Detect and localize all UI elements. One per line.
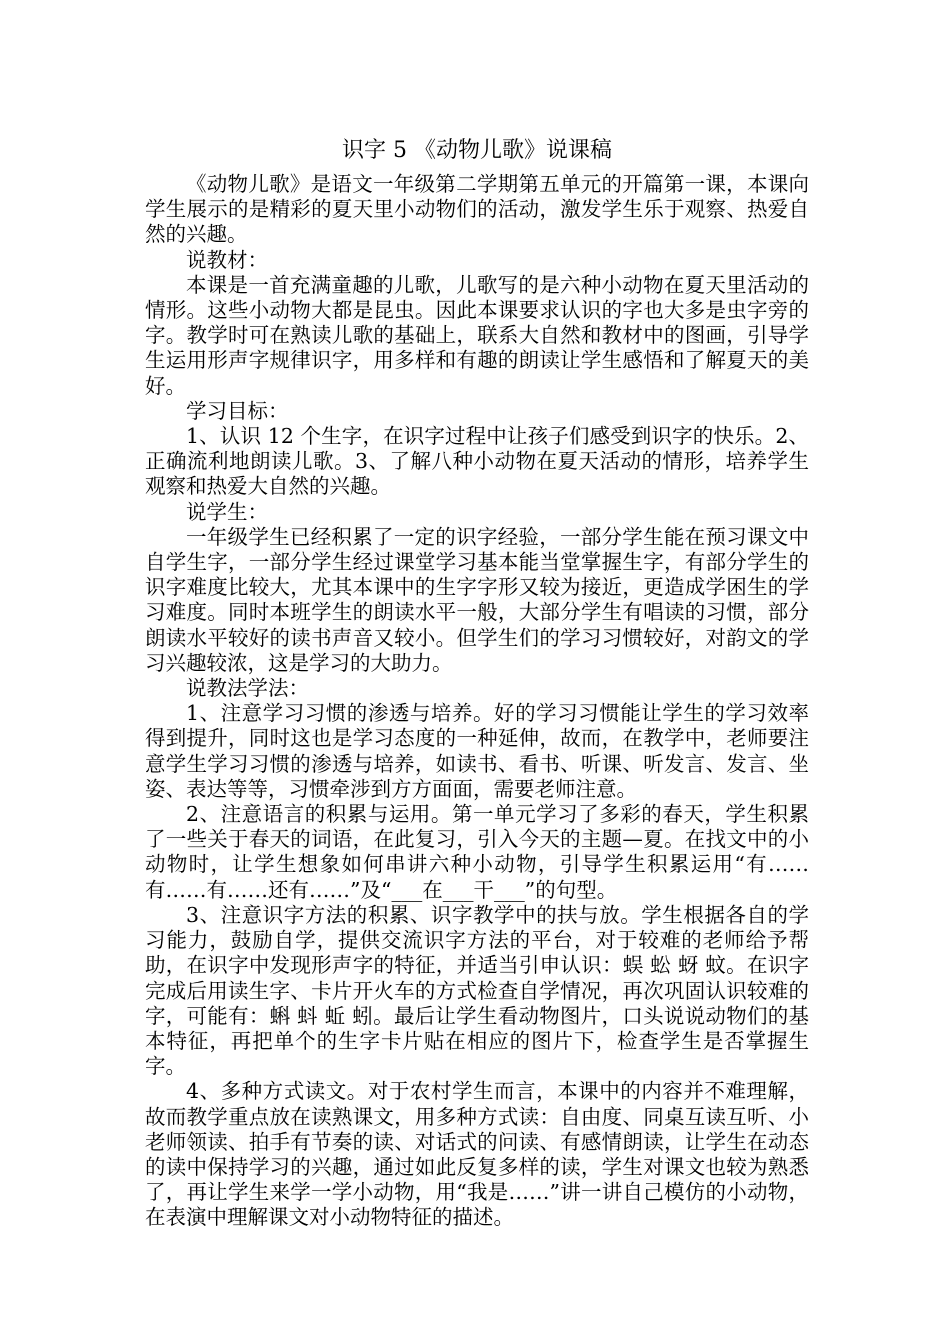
paragraph-students: 一年级学生已经积累了一定的识字经验，一部分学生能在预习课文中自学生字，一部分学生经过课堂学习基本能当堂掌握生字，有部分学生的识字难度比较大，尤其本课中的生字字形又较为接近，更造成学困生的学习难度。同时本班学生的朗读水平一般，大部分学生有唱读的习惯，部分朗读水平较好的读书声音又较小。但学生们的学习习惯较好，对韵文的学习兴趣较浓，这是学习的大助力。: [145, 524, 809, 675]
paragraph-method-4: 4、多种方式读文。对于农村学生而言，本课中的内容并不难理解，故而教学重点放在读熟课文，用多种方式读：自由度、同桌互读互听、小老师领读、拍手有节奏的读、对话式的问读、有感情朗读，让学生在动态的读中保持学习的兴趣，通过如此反复多样的读，学生对课文也较为熟悉了，再让学生来学一学小动物，用“我是……”讲一讲自己模仿的小动物，在表演中理解课文对小动物特征的描述。: [145, 1079, 809, 1230]
document-page: [145, 136, 809, 1231]
document-title: 识字 5 《动物儿歌》说课稿: [342, 138, 612, 163]
paragraph-method-2: 2、注意语言的积累与运用。第一单元学习了多彩的春天，学生积累了一些关于春天的词语，在此复习，引入今天的主题—夏。在找文中的小动物时，让学生想象如何串讲六种小动物，引导学生积累运用“有……有……有……还有……”及“___在___干___”的句型。: [145, 802, 809, 902]
heading-students: 说学生：: [186, 499, 268, 524]
paragraph-objectives: 1、认识 12 个生字，在识字过程中让孩子们感受到识字的快乐。2、正确流利地朗读儿歌。3、了解八种小动物在夏天活动的情形，培养学生观察和热爱大自然的兴趣。: [145, 424, 809, 499]
paragraph-intro: 《动物儿歌》是语文一年级第二学期第五单元的开篇第一课，本课向学生展示的是精彩的夏天里小动物们的活动，激发学生乐于观察、热爱自然的兴趣。: [145, 172, 809, 247]
heading-methods: 说教法学法：: [186, 676, 309, 701]
heading-textbook: 说教材：: [186, 247, 268, 272]
paragraph-method-3: 3、注意识字方法的积累、识字教学中的扶与放。学生根据各自的学习能力，鼓励自学，提供交流识字方法的平台，对于较难的老师给予帮助，在识字中发现形声字的特征，并适当引申认识：蜈 蚣 蚜 蚊。在识字完成后用读生字、卡片开火车的方式检查自学情况，再次巩固认识较难的字，可能有：蝌 蚪 蚯 蚓。最后让学生看动物图片，口头说说动物们的基本特征，再把单个的生字卡片贴在相应的图片下，检查学生是否掌握生字。: [145, 902, 809, 1079]
paragraph-method-1: 1、注意学习习惯的渗透与培养。好的学习习惯能让学生的学习效率得到提升，同时这也是学习态度的一种延伸，故而，在教学中，老师要注意学生学习习惯的渗透与培养，如读书、看书、听课、听发言、发言、坐姿、表达等等，习惯牵涉到方方面面，需要老师注意。: [145, 701, 809, 801]
paragraph-textbook: 本课是一首充满童趣的儿歌，儿歌写的是六种小动物在夏天里活动的情形。这些小动物大都是昆虫。因此本课要求认识的字也大多是虫字旁的字。教学时可在熟读儿歌的基础上，联系大自然和教材中的图画，引导学生运用形声字规律识字，用多样和有趣的朗读让学生感悟和了解夏天的美好。: [145, 272, 809, 398]
heading-objectives: 学习目标：: [186, 398, 289, 423]
